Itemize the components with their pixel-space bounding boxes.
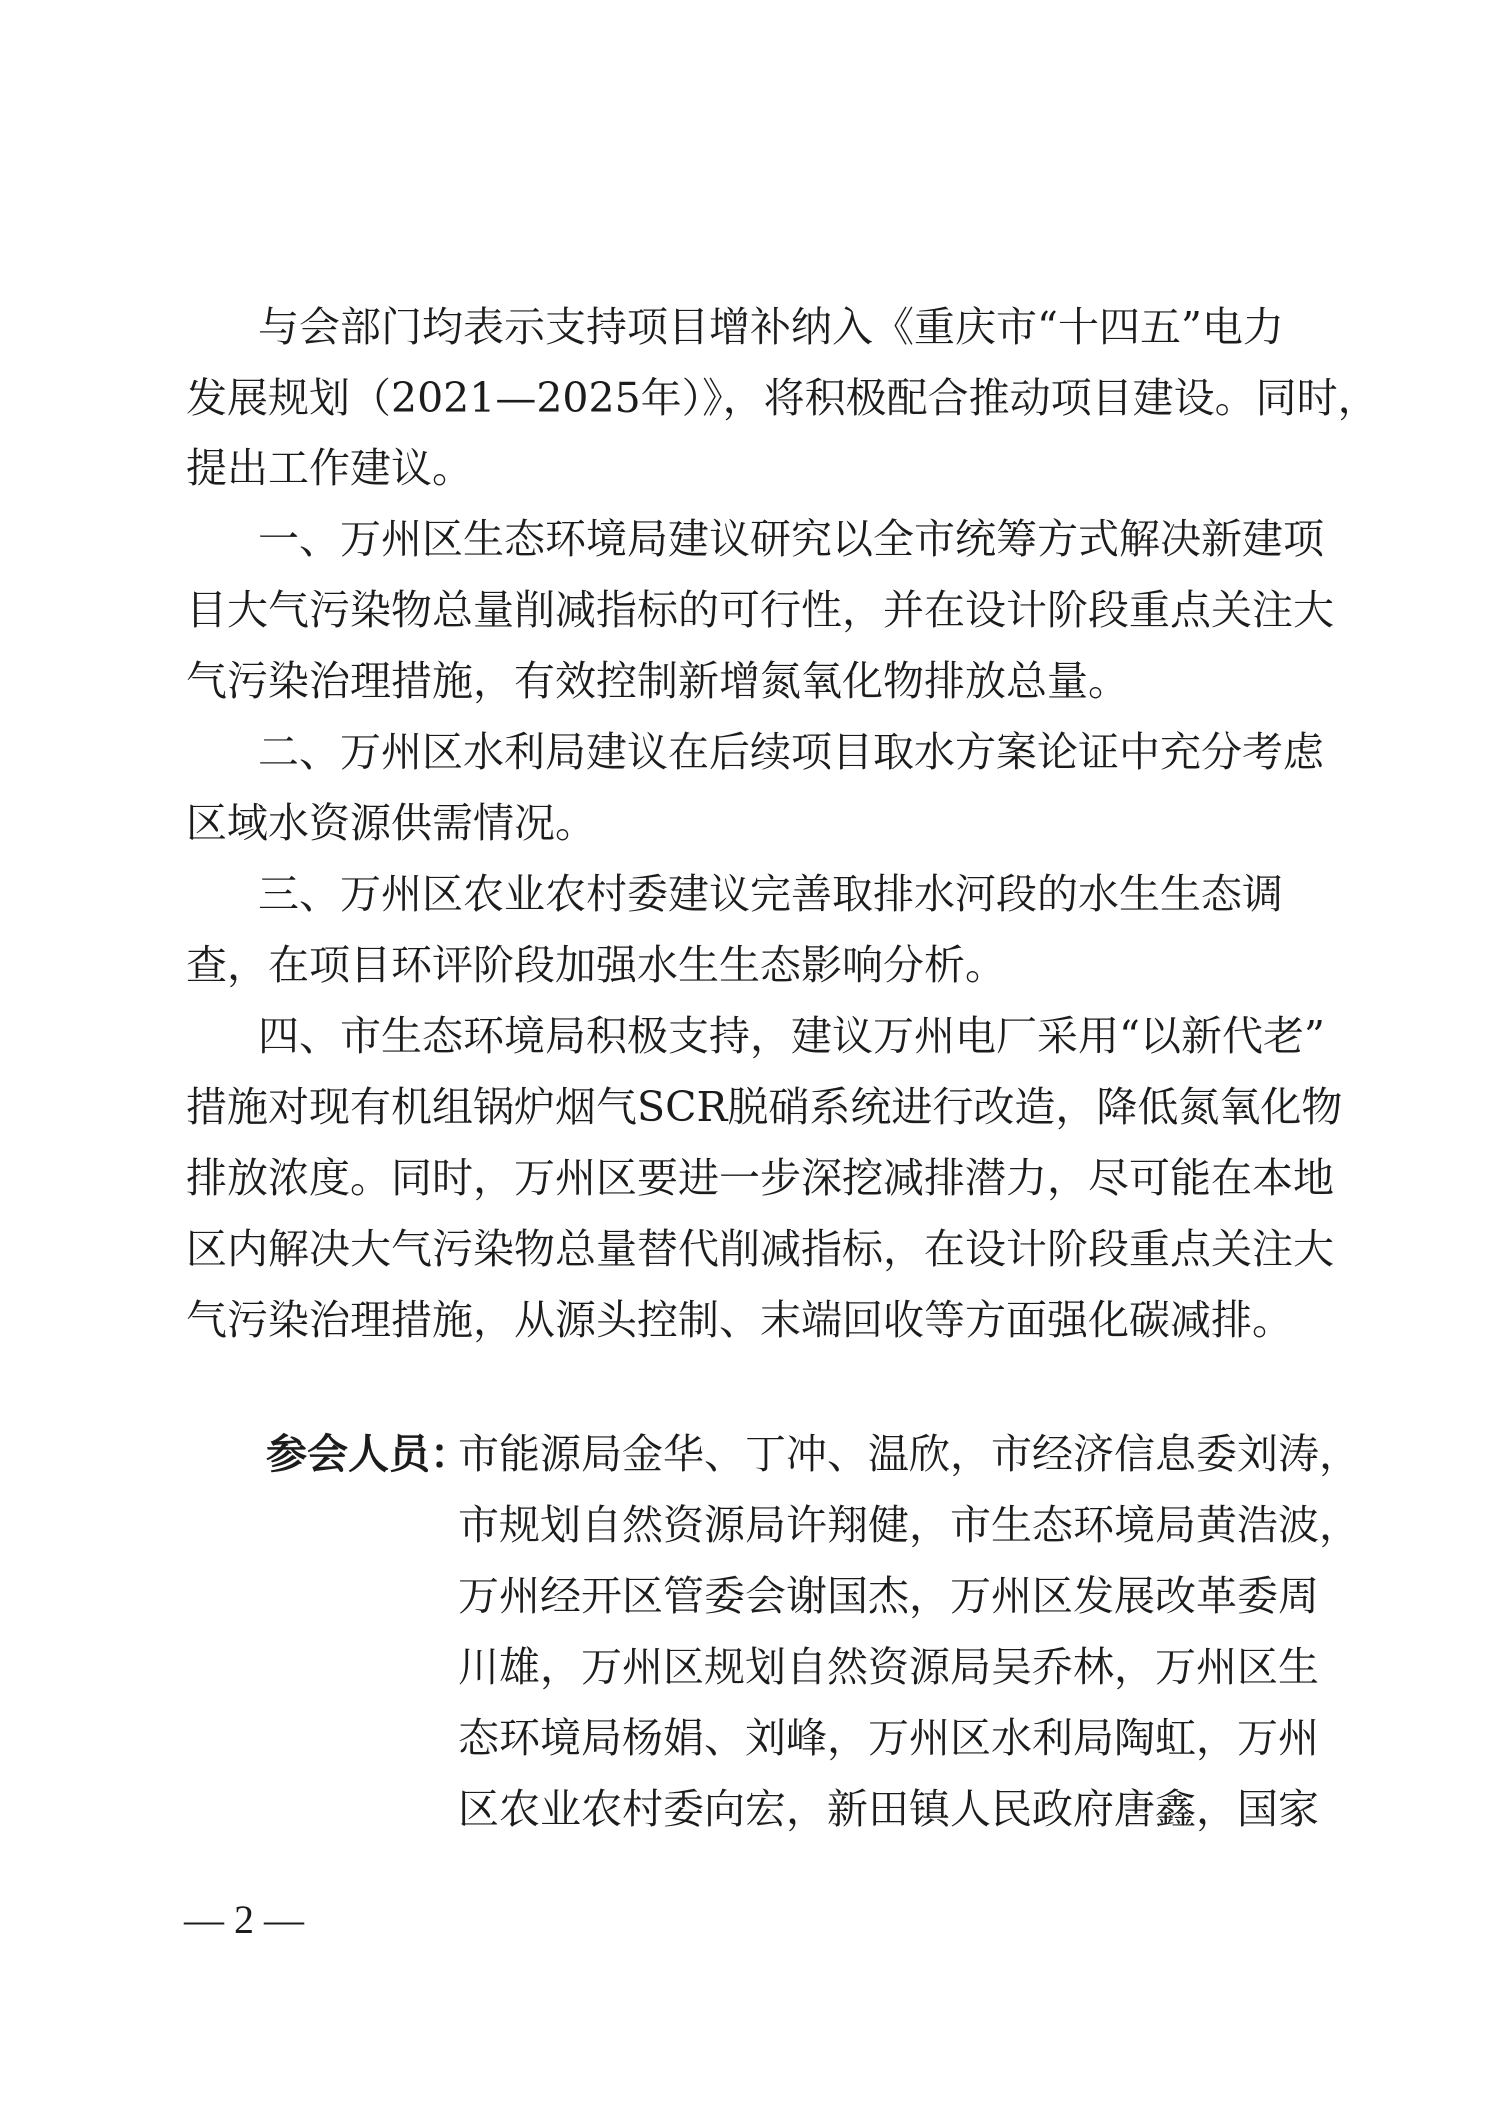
item-4-line-5: 气污染治理措施，从源头控制、末端回收等方面强化碳减排。 <box>186 1296 1293 1344</box>
attendees-line-6: 区农业农村委向宏，新田镇人民政府唐鑫，国家 <box>458 1785 1319 1833</box>
attendees-line-3: 万州经开区管委会谢国杰，万州区发展改革委周 <box>458 1572 1319 1620</box>
item-4-line-2: 措施对现有机组锅炉烟气SCR脱硝系统进行改造，降低氮氧化物 <box>186 1083 1343 1131</box>
attendees-line-4: 川雄，万州区规划自然资源局吴乔林，万州区生 <box>458 1643 1319 1691</box>
attendees-line-1: 市能源局金华、丁冲、温欣，市经济信息委刘涛， <box>458 1430 1360 1478</box>
item-2-line-2: 区域水资源供需情况。 <box>186 799 596 847</box>
item-1-line-3: 气污染治理措施，有效控制新增氮氧化物排放总量。 <box>186 657 1129 705</box>
item-3-line-1: 三、万州区农业农村委建议完善取排水河段的水生生态调 <box>258 870 1283 918</box>
attendees-line-2: 市规划自然资源局许翔健，市生态环境局黄浩波， <box>458 1501 1360 1549</box>
intro-line-3: 提出工作建议。 <box>186 444 473 492</box>
intro-line-2: 发展规划（2021—2025年）》，将积极配合推动项目建设。同时， <box>186 374 1379 422</box>
item-3-line-2: 查，在项目环评阶段加强水生生态影响分析。 <box>186 941 1006 989</box>
item-4-line-4: 区内解决大气污染物总量替代削减指标，在设计阶段重点关注大 <box>186 1225 1334 1273</box>
item-4-line-3: 排放浓度。同时，万州区要进一步深挖减排潜力，尽可能在本地 <box>186 1154 1334 1202</box>
page-number: — 2 — <box>184 1897 304 1942</box>
item-1-line-1: 一、万州区生态环境局建议研究以全市统筹方式解决新建项 <box>258 515 1324 563</box>
item-4-line-1: 四、市生态环境局积极支持，建议万州电厂采用“以新代老” <box>258 1012 1325 1060</box>
item-1-line-2: 目大气污染物总量削减指标的可行性，并在设计阶段重点关注大 <box>186 586 1334 634</box>
attendees-label: 参会人员： <box>266 1430 471 1478</box>
item-2-line-1: 二、万州区水利局建议在后续项目取水方案论证中充分考虑 <box>258 728 1324 776</box>
intro-line-1: 与会部门均表示支持项目增补纳入《重庆市“十四五”电力 <box>258 303 1284 351</box>
attendees-line-5: 态环境局杨娟、刘峰，万州区水利局陶虹，万州 <box>458 1714 1319 1762</box>
